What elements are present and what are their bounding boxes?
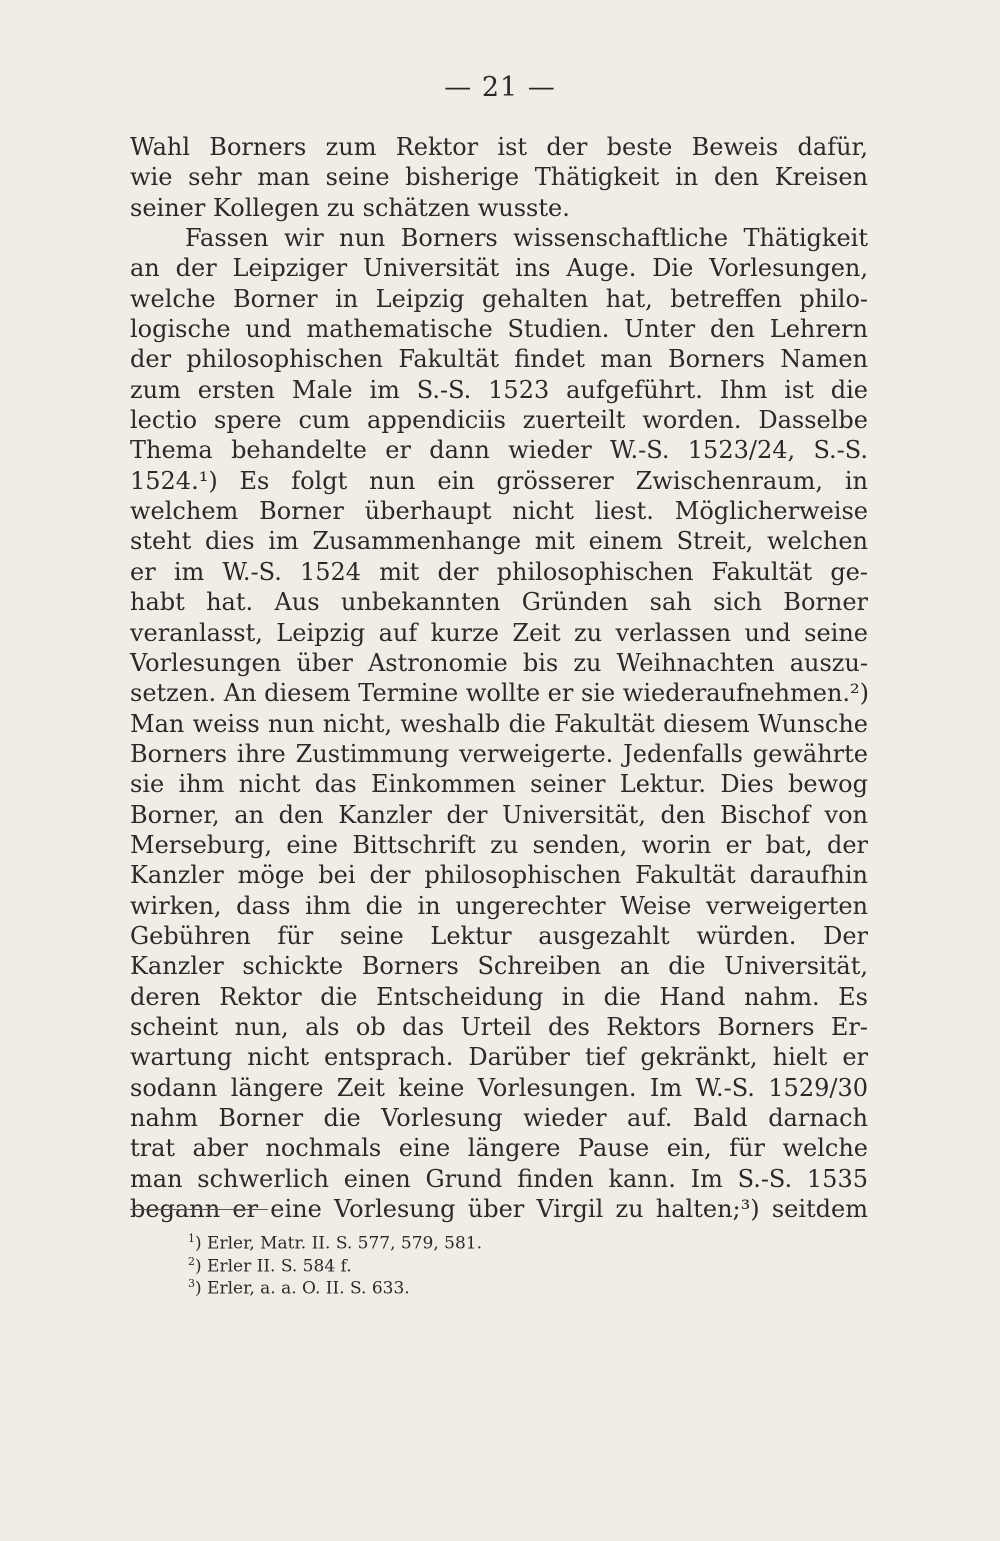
- footnote-text: ) Erler II. S. 584 f.: [195, 1256, 352, 1277]
- text-line: der philosophischen Fakultät findet man Borners Namen: [130, 345, 868, 374]
- footnote: [188, 1273, 482, 1299]
- text-line: Borner, an den Kanzler der Universität, den Bischof von: [130, 800, 868, 829]
- text-line: sodann längere Zeit keine Vorlesungen. Im W.-S. 1529/30: [130, 1073, 868, 1102]
- text-line: zum ersten Male im S.-S. 1523 aufgeführt. Ihm ist die: [130, 375, 868, 404]
- page-number: — 21 —: [444, 72, 556, 103]
- text-line: Fassen wir nun Borners wissenschaftliche Thätigkeit: [185, 224, 868, 253]
- text-line: Thema behandelte er dann wieder W.-S. 1523/24, S.-S.: [130, 436, 868, 465]
- footnote-mark: 1: [188, 1232, 195, 1245]
- text-line: wirken, dass ihm die in ungerechter Weise verweigerten: [130, 891, 868, 920]
- text-line: Wahl Borners zum Rektor ist der beste Beweis dafür,: [130, 133, 868, 161]
- text-line: lectio spere cum appendiciis zuerteilt worden. Dasselbe: [130, 406, 868, 435]
- text-line: sie ihm nicht das Einkommen seiner Lektur. Dies bewog: [130, 770, 868, 799]
- text-line: Merseburg, eine Bittschrift zu senden, worin er bat, der: [130, 830, 868, 859]
- text-line: wie sehr man seine bisherige Thätigkeit in den Kreisen: [130, 163, 868, 192]
- text-line: logische und mathematische Studien. Unter den Lehrern: [130, 315, 868, 344]
- text-line: man schwerlich einen Grund finden kann. Im S.-S. 1535: [130, 1164, 868, 1193]
- text-line: Borners ihre Zustimmung verweigerte. Jedenfalls gewährte: [130, 739, 868, 768]
- text-line: Man weiss nun nicht, weshalb die Fakultät diesem Wunsche: [130, 709, 868, 738]
- text-line: seiner Kollegen zu schätzen wusste.: [130, 193, 570, 222]
- footnotes: [188, 1228, 483, 1299]
- text-line: an der Leipziger Universität ins Auge. Die Vorlesungen,: [130, 254, 868, 283]
- footnote-text: ) Erler, Matr. II. S. 577, 579, 581.: [195, 1233, 483, 1254]
- footnote-text: ) Erler, a. a. O. II. S. 633.: [195, 1278, 410, 1299]
- footnote: [188, 1228, 483, 1254]
- text-line: begann er eine Vorlesung über Virgil zu halten;³) seitdem: [130, 1195, 868, 1224]
- text-line: veranlasst, Leipzig auf kurze Zeit zu verlassen und seine: [130, 618, 868, 647]
- footnote-mark: 2: [188, 1254, 195, 1268]
- text-line: Kanzler schickte Borners Schreiben an die Universität,: [130, 952, 868, 981]
- text-line: steht dies im Zusammenhange mit einem Streit, welchen: [130, 527, 868, 556]
- text-line: er im W.-S. 1524 mit der philosophischen Fakultät ge-: [130, 557, 868, 586]
- text-line: wartung nicht entsprach. Darüber tief gekränkt, hielt er: [130, 1043, 868, 1072]
- text-line: deren Rektor die Entscheidung in die Hand nahm. Es: [130, 982, 868, 1011]
- text-line: Gebühren für seine Lektur ausgezahlt würden. Der: [130, 921, 868, 950]
- text-line: welchem Borner überhaupt nicht liest. Möglicherweise: [130, 497, 868, 526]
- text-line: scheint nun, als ob das Urteil des Rektors Borners Er-: [130, 1012, 868, 1041]
- text-line: Vorlesungen über Astronomie bis zu Weihnachten auszu-: [130, 648, 868, 677]
- text-line: welche Borner in Leipzig gehalten hat, betreffen philo-: [130, 284, 868, 313]
- text-line: setzen. An diesem Termine wollte er sie wiederaufnehmen.²): [130, 679, 870, 708]
- text-line: 1524.¹) Es folgt nun ein grösserer Zwischenraum, in: [130, 466, 868, 495]
- text-line: habt hat. Aus unbekannten Gründen sah sich Borner: [130, 588, 868, 617]
- footnote-mark: 3: [188, 1277, 195, 1290]
- body-text: [130, 132, 868, 1224]
- footnote-divider: [130, 1209, 268, 1210]
- text-line: trat aber nochmals eine längere Pause ein, für welche: [130, 1134, 868, 1163]
- text-line: Kanzler möge bei der philosophischen Fakultät daraufhin: [130, 861, 868, 890]
- text-line: nahm Borner die Vorlesung wieder auf. Bald darnach: [130, 1104, 868, 1132]
